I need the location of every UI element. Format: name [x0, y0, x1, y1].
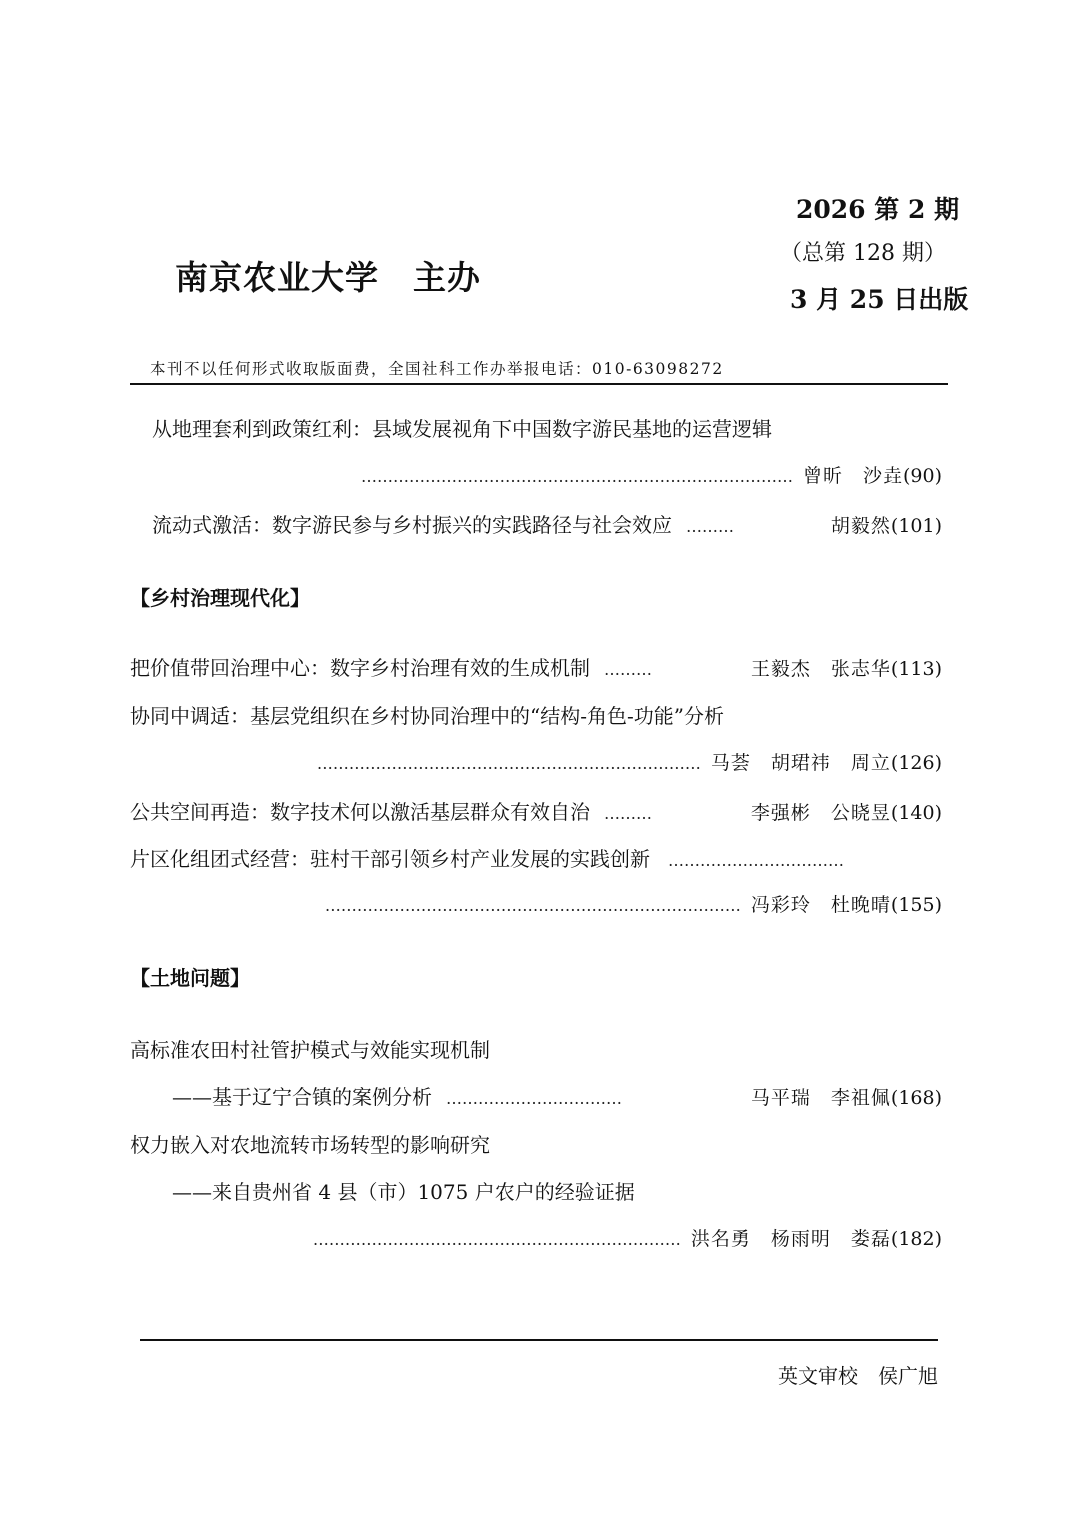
publication-date: 3 月 25 日出版: [790, 285, 969, 314]
article-title: 从地理套利到政策红利：县域发展视角下中国数字游民基地的运营逻辑: [152, 417, 772, 441]
article-title: 协同中调适：基层党组织在乡村协同治理中的“结构-角色-功能”分析: [130, 704, 724, 728]
page-number: (113): [890, 658, 942, 680]
header-divider: [130, 383, 948, 385]
article-line: [130, 796, 942, 825]
article-title: 片区化组团式经营：驻村干部引领乡村产业发展的实践创新: [130, 847, 650, 871]
article-title: 流动式激活：数字游民参与乡村振兴的实践路径与社会效应: [152, 513, 672, 537]
authors: 洪名勇 杨雨明 娄磊: [690, 1228, 891, 1250]
authors: 王毅杰 张志华: [750, 658, 891, 680]
leader-dots: ……………………………: [668, 851, 844, 870]
authors: 冯彩玲 杜晚晴: [750, 894, 891, 916]
page-number: (182): [890, 1228, 942, 1250]
authors: 李强彬 公晓昱: [750, 802, 891, 824]
article-subtitle: ——来自贵州省 4 县（市）1075 户农户的经验证据: [172, 1180, 635, 1204]
english-proofreader: 英文审校 侯广旭: [778, 1364, 938, 1388]
article-line: [130, 843, 844, 872]
page-number: (101): [890, 515, 942, 537]
page-number: (155): [890, 894, 942, 916]
article-title: 公共空间再造：数字技术何以激活基层群众有效自治: [130, 800, 590, 824]
page-number: (126): [890, 752, 942, 774]
leader-dots: ……………………………: [446, 1089, 622, 1108]
leader-dots: ……………………………………………………………………: [324, 896, 741, 915]
fee-notice: 本刊不以任何形式收取版面费，全国社科工作办举报电话：010-63098272: [150, 360, 724, 378]
page-number: (168): [890, 1087, 942, 1109]
article-byline: [313, 1224, 942, 1251]
article-title: 权力嵌入对农地流转市场转型的影响研究: [130, 1133, 490, 1157]
article-title: 把价值带回治理中心：数字乡村治理有效的生成机制: [130, 656, 590, 680]
article-line: [172, 1081, 942, 1110]
leader-dots: ………………………………………………………………………: [360, 467, 793, 486]
section-heading: 【土地问题】: [130, 966, 250, 990]
leader-dots: ………: [686, 517, 734, 536]
authors: 马平瑞 李祖佩: [750, 1087, 891, 1109]
leader-dots: ……………………………………………………………: [312, 1230, 681, 1249]
authors: 马荟 胡珺祎 周立: [710, 752, 891, 774]
article-byline: [325, 890, 942, 917]
article-byline: [317, 748, 942, 775]
leader-dots: ………………………………………………………………: [316, 754, 701, 773]
leader-dots: ………: [604, 804, 652, 823]
article-subtitle: ——基于辽宁合镇的案例分析: [172, 1085, 432, 1109]
publisher: 南京农业大学 主办: [175, 258, 481, 297]
authors: 曾昕 沙垚: [802, 465, 903, 487]
total-issue: （总第 128 期）: [780, 241, 946, 266]
footer-divider: [140, 1339, 938, 1341]
article-byline: [361, 461, 942, 488]
page-number: (140): [890, 802, 942, 824]
section-heading: 【乡村治理现代化】: [130, 586, 310, 610]
page-number: (90): [902, 465, 942, 487]
article-line: [130, 652, 942, 681]
authors: 胡毅然: [830, 515, 891, 537]
issue-number: 2026 第 2 期: [796, 195, 960, 224]
article-line: [152, 509, 942, 538]
leader-dots: ………: [604, 660, 652, 679]
article-title: 高标准农田村社管护模式与效能实现机制: [130, 1038, 490, 1062]
